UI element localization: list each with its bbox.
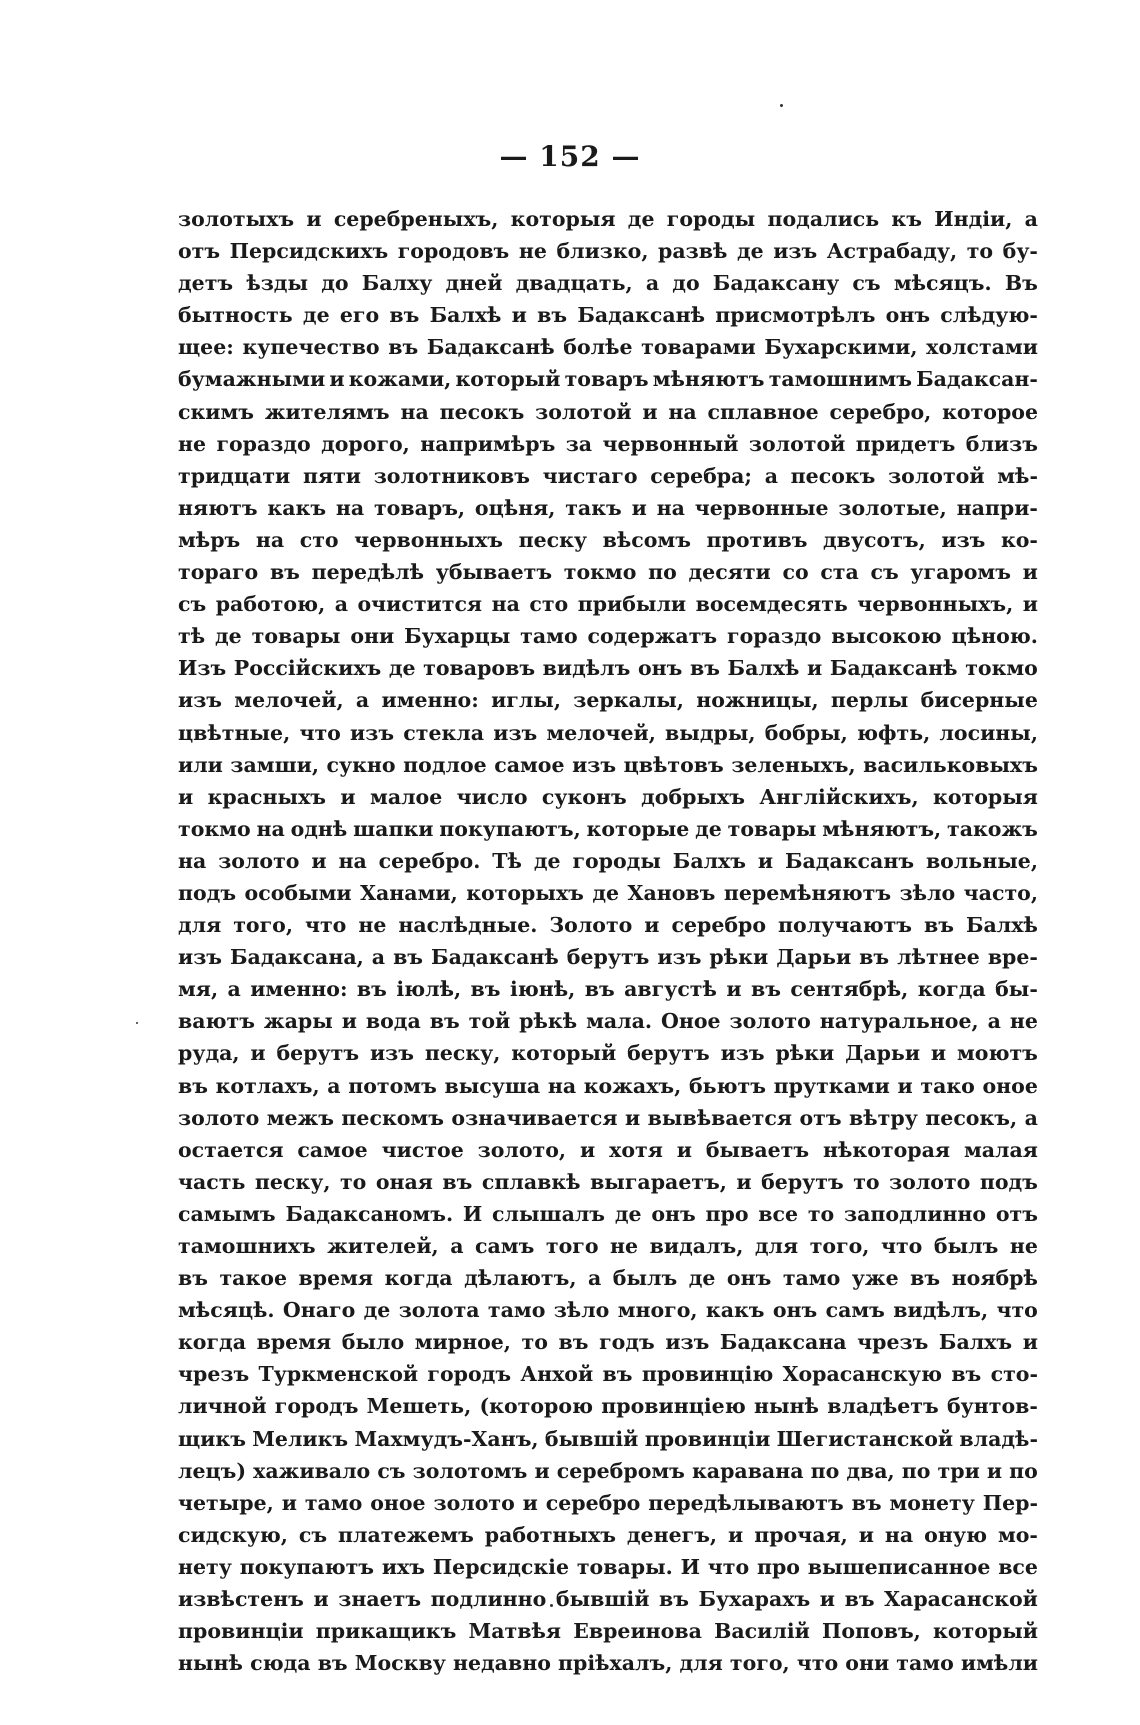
- text-line: тамошнихъ жителей, а самъ того не видалъ, для того, что былъ не: [178, 1234, 1038, 1258]
- text-line: сидскую, съ платежемъ работныхъ денегъ, и прочая, и на оную мо-: [178, 1522, 1038, 1547]
- paper-speck: [780, 104, 783, 107]
- text-line: часть песку, то оная въ сплавкѣ выгараетъ, и берутъ то золото подъ: [178, 1169, 1038, 1194]
- text-line: руда, и берутъ изъ песку, который берутъ изъ рѣки Дарьи и моютъ: [178, 1041, 1038, 1066]
- text-line: скимъ жителямъ на песокъ золотой и на сплавное серебро, которое: [178, 399, 1038, 424]
- text-line: отъ Персидскихъ городовъ не близко, развѣ де изъ Астрабаду, то бу-: [178, 239, 1038, 264]
- text-line: извѣстенъ и знаетъ подлинно бывшій въ Бухарахъ и въ Харасанской: [178, 1587, 1038, 1612]
- text-line: для того, что не наслѣдные. Золото и серебро получаютъ въ Балхѣ: [178, 913, 1038, 938]
- text-line: нынѣ сюда въ Москву недавно пріѣхалъ, для того, что они тамо имѣли: [178, 1651, 1038, 1676]
- text-line: чрезъ Туркменской городъ Анхой въ провинцію Хорасанскую въ сто-: [178, 1362, 1038, 1387]
- text-line: бумажными и кожами, который товаръ мѣняютъ тамошнимъ Бадаксан-: [178, 367, 1038, 392]
- text-line: остается самое чистое золото, и хотя и бываетъ нѣкоторая малая: [178, 1137, 1038, 1162]
- text-line: нету покупаютъ ихъ Персидскіе товары. И что про вышеписанное все: [178, 1554, 1038, 1579]
- text-line: мѣръ на сто червонныхъ песку вѣсомъ противъ двусотъ, изъ ко-: [178, 527, 1038, 552]
- text-line: лецъ) хаживало съ золотомъ и серебромъ каравана по два, по три и по: [178, 1458, 1038, 1483]
- text-line: въ котлахъ, а потомъ высуша на кожахъ, бьютъ прутками и тако оное: [178, 1073, 1038, 1098]
- text-line: самымъ Бадаксаномъ. И слышалъ де онъ про все то заподлинно отъ: [178, 1201, 1038, 1226]
- text-line: личной городъ Мешеть, (которою провинціею нынѣ владѣетъ бунтов-: [178, 1394, 1038, 1419]
- paper-speck: [136, 1022, 138, 1024]
- text-line: щикъ Меликъ Махмудъ-Ханъ, бывшій провинціи Шегистанской владѣ-: [178, 1426, 1038, 1451]
- text-line: золото межъ пескомъ означивается и вывѣвается отъ вѣтру песокъ, а: [178, 1105, 1038, 1130]
- text-line: четыре, и тамо оное золото и серебро передѣлываютъ въ монету Пер-: [178, 1490, 1038, 1515]
- text-line: на золото и на серебро. Тѣ де городы Балхъ и Бадаксанъ вольные,: [178, 848, 1038, 873]
- text-line: бытность де его въ Балхѣ и въ Бадаксанѣ присмотрѣлъ онъ слѣдую-: [178, 303, 1038, 328]
- text-line: ваютъ жары и вода въ той рѣкѣ мала. Оное золото натуральное, а не: [178, 1009, 1038, 1034]
- text-line: Изъ Россійскихъ де товаровъ видѣлъ онъ въ Балхѣ и Бадаксанѣ токмо: [178, 656, 1038, 681]
- text-line: мя, а именно: въ іюлѣ, въ іюнѣ, въ августѣ и въ сентябрѣ, когда бы-: [178, 977, 1038, 1002]
- text-line: няютъ какъ на товаръ, оцѣня, такъ и на червонные золотые, напри-: [178, 495, 1038, 520]
- text-line: съ работою, а очистится на сто прибыли восемдесять червонныхъ, и: [178, 592, 1038, 617]
- text-line: детъ ѣзды до Балху дней двадцать, а до Бадаксану съ мѣсяцъ. Въ: [178, 271, 1038, 296]
- text-line: изъ мелочей, а именно: иглы, зеркалы, ножницы, перлы бисерные: [178, 688, 1038, 713]
- text-line: и красныхъ и малое число суконъ добрыхъ Англійскихъ, которыя: [178, 784, 1038, 809]
- text-line: подъ особыми Ханами, которыхъ де Хановъ перемѣняютъ зѣло часто,: [178, 880, 1038, 905]
- text-line: изъ Бадаксана, а въ Бадаксанѣ берутъ изъ рѣки Дарьи въ лѣтнее вре-: [178, 945, 1038, 970]
- text-line: не гораздо дорого, напримѣръ за червонный золотой придетъ близъ: [178, 431, 1038, 456]
- text-line: тѣ де товары они Бухарцы тамо содержатъ гораздо высокою цѣною.: [178, 624, 1038, 649]
- text-line: тораго въ передѣлѣ убываетъ токмо по десяти со ста съ угаромъ и: [178, 560, 1038, 585]
- text-line: въ такое время когда дѣлаютъ, а былъ де онъ тамо уже въ ноябрѣ: [178, 1266, 1038, 1291]
- text-line: токмо на однѣ шапки покупаютъ, которые де товары мѣняютъ, такожъ: [178, 816, 1038, 841]
- text-line: провинціи прикащикъ Матвѣя Евреинова Василій Поповъ, который: [178, 1619, 1038, 1644]
- text-line: или замши, сукно подлое самое изъ цвѣтовъ зеленыхъ, васильковыхъ: [178, 752, 1038, 777]
- page-number: — 152 —: [499, 140, 641, 173]
- body-text: [178, 203, 1038, 1679]
- text-line: щее: купечество въ Бадаксанѣ болѣе товарами Бухарскими, холстами: [178, 335, 1038, 360]
- text-line: мѣсяцѣ. Онаго де золота тамо зѣло много, какъ онъ самъ видѣлъ, что: [178, 1298, 1038, 1323]
- text-line: когда время было мирное, то въ годъ изъ Бадаксана чрезъ Балхъ и: [178, 1330, 1038, 1355]
- paper-speck: [550, 1604, 553, 1607]
- text-line: золотыхъ и серебреныхъ, которыя де городы подались къ Индіи, а: [178, 207, 1038, 231]
- text-line: цвѣтные, что изъ стекла изъ мелочей, выдры, бобры, юфть, лосины,: [178, 720, 1038, 745]
- text-line: тридцати пяти золотниковъ чистаго серебра; а песокъ золотой мѣ-: [178, 463, 1038, 488]
